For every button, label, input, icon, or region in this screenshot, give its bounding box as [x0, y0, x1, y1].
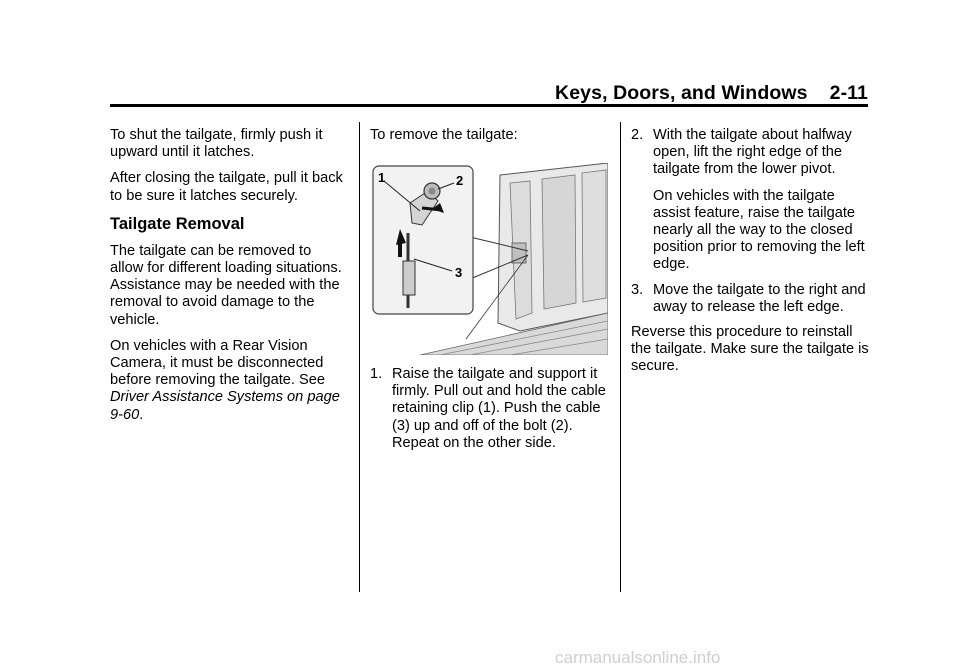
- section-title: Keys, Doors, and Windows: [555, 82, 808, 104]
- column-divider-2: [620, 122, 621, 592]
- paragraph-remove-intro: To remove the tailgate:: [370, 127, 518, 143]
- rear-vision-end: .: [139, 406, 144, 423]
- column-divider-1: [359, 122, 360, 592]
- column-3: [631, 127, 871, 385]
- step-number: 2.: [631, 127, 644, 143]
- step-subnote: On vehicles with the tailgate assist feature, raise the tailgate nearly all the way to the closed position prior to removing the left edge.: [653, 187, 865, 273]
- list-item: [631, 282, 871, 316]
- header-rule: [110, 104, 868, 107]
- paragraph-reinstall: Reverse this procedure to reinstall the tailgate. Make sure the tailgate is secure.: [631, 324, 869, 375]
- heading-tailgate-removal: Tailgate Removal: [110, 214, 245, 233]
- paragraph-shut-tailgate: To shut the tailgate, firmly push it upward until it latches.: [110, 127, 323, 161]
- step-text: Raise the tailgate and support it firmly. Pull out and hold the cable retaining clip (1). Push the cable (3) up and off of the bolt (2). Repeat on the other side.: [392, 366, 606, 451]
- list-item: [370, 366, 610, 452]
- page-number: 2-11: [829, 82, 868, 104]
- cross-reference-link[interactable]: Driver Assistance Systems on page 9-60: [110, 389, 340, 423]
- callout-1: 1: [378, 170, 386, 185]
- watermark: carmanualsonline.info: [555, 648, 721, 667]
- column-2: [370, 127, 610, 153]
- rear-vision-text: On vehicles with a Rear Vision Camera, it must be disconnected before removing the tailgate. See: [110, 337, 325, 389]
- column-1: [110, 127, 348, 433]
- column-2-steps: [370, 366, 610, 460]
- page-header: [110, 82, 868, 106]
- step-text: Move the tailgate to the right and away to release the left edge.: [653, 281, 866, 315]
- list-item: [631, 127, 871, 274]
- step-number: 3.: [631, 281, 644, 298]
- step-number: 1.: [370, 366, 383, 382]
- tailgate-cable-figure: [370, 163, 608, 355]
- paragraph-rear-vision: [110, 338, 348, 424]
- callout-2: 2: [456, 173, 464, 188]
- step-text: With the tailgate about halfway open, lift the right edge of the tailgate from the lower pivot.: [653, 127, 852, 178]
- paragraph-removal-intro: The tailgate can be removed to allow for different loading situations. Assistance may be needed with the removal to avoid damage to the vehicle.: [110, 242, 342, 328]
- paragraph-pull-back: After closing the tailgate, pull it back to be sure it latches securely.: [110, 170, 343, 204]
- callout-3: 3: [455, 265, 463, 280]
